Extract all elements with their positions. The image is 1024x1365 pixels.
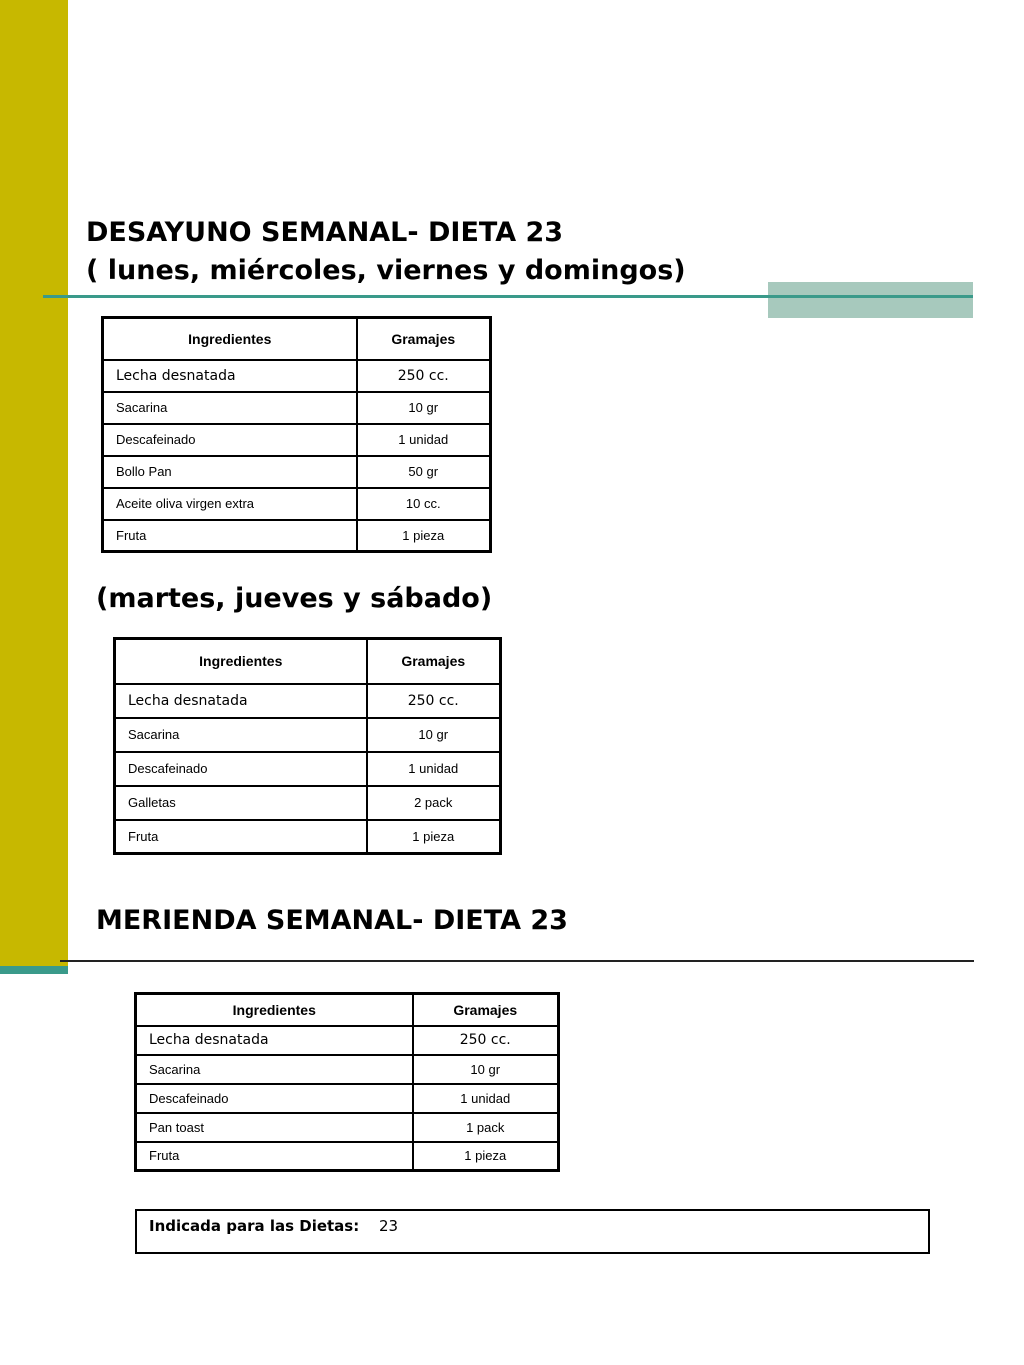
amount-cell: 1 unidad xyxy=(357,424,491,456)
amount-cell: 1 unidad xyxy=(413,1084,559,1113)
sidebar-stripe xyxy=(0,0,68,968)
amount-cell: 1 unidad xyxy=(367,752,501,786)
table-row xyxy=(115,820,501,854)
amount-cell: 50 gr xyxy=(357,456,491,488)
ingredient-cell: Descafeinado xyxy=(115,752,367,786)
amount-cell: 10 gr xyxy=(367,718,501,752)
diet-note-label: Indicada para las Dietas: xyxy=(149,1217,360,1235)
ingredients-header: Ingredientes xyxy=(103,318,357,360)
desayuno-title: DESAYUNO SEMANAL- DIETA 23 xyxy=(86,217,564,248)
desayuno-days-heading-2: (martes, jueves y sábado) xyxy=(96,583,493,614)
ingredient-cell: Sacarina xyxy=(115,718,367,752)
ingredient-cell: Fruta xyxy=(103,520,357,552)
table-row xyxy=(136,1055,559,1084)
table-row xyxy=(115,752,501,786)
section-divider xyxy=(60,960,974,962)
table-row xyxy=(103,392,491,424)
desayuno-table-2 xyxy=(113,637,502,855)
ingredient-cell: Sacarina xyxy=(103,392,357,424)
ingredient-cell: Pan toast xyxy=(136,1113,413,1142)
ingredient-cell: Lecha desnatada xyxy=(103,360,357,392)
table-header-row xyxy=(136,994,559,1026)
ingredient-cell: Lecha desnatada xyxy=(136,1026,413,1055)
merienda-title: MERIENDA SEMANAL- DIETA 23 xyxy=(96,905,568,936)
ingredient-cell: Descafeinado xyxy=(103,424,357,456)
table-header-row xyxy=(103,318,491,360)
amount-header: Gramajes xyxy=(357,318,491,360)
table-row xyxy=(115,684,501,718)
amount-cell: 1 pieza xyxy=(357,520,491,552)
table-row xyxy=(115,718,501,752)
amount-cell: 1 pieza xyxy=(413,1142,559,1171)
table-row xyxy=(115,786,501,820)
diet-note-value: 23 xyxy=(379,1217,399,1235)
ingredient-cell: Fruta xyxy=(136,1142,413,1171)
amount-cell: 2 pack xyxy=(367,786,501,820)
amount-cell: 10 cc. xyxy=(357,488,491,520)
table-row xyxy=(136,1113,559,1142)
table-row xyxy=(136,1084,559,1113)
table-header-row xyxy=(115,639,501,684)
ingredient-cell: Sacarina xyxy=(136,1055,413,1084)
table-row xyxy=(103,424,491,456)
amount-cell: 250 cc. xyxy=(357,360,491,392)
table-row xyxy=(136,1026,559,1055)
amount-cell: 1 pieza xyxy=(367,820,501,854)
merienda-table xyxy=(134,992,560,1172)
amount-cell: 250 cc. xyxy=(413,1026,559,1055)
ingredients-header: Ingredientes xyxy=(136,994,413,1026)
ingredient-cell: Lecha desnatada xyxy=(115,684,367,718)
ingredient-cell: Galletas xyxy=(115,786,367,820)
table-row xyxy=(103,520,491,552)
table-row xyxy=(103,456,491,488)
amount-cell: 10 gr xyxy=(357,392,491,424)
ingredient-cell: Descafeinado xyxy=(136,1084,413,1113)
table-row xyxy=(103,488,491,520)
table-row xyxy=(136,1142,559,1171)
ingredient-cell: Bollo Pan xyxy=(103,456,357,488)
desayuno-days-heading-1: ( lunes, miércoles, viernes y domingos) xyxy=(86,255,686,286)
table-row xyxy=(103,360,491,392)
amount-cell: 250 cc. xyxy=(367,684,501,718)
amount-header: Gramajes xyxy=(413,994,559,1026)
title-divider xyxy=(43,295,973,298)
ingredients-header: Ingredientes xyxy=(115,639,367,684)
sidebar-stripe-accent xyxy=(0,966,68,974)
amount-header: Gramajes xyxy=(367,639,501,684)
amount-cell: 1 pack xyxy=(413,1113,559,1142)
ingredient-cell: Fruta xyxy=(115,820,367,854)
diet-note-box xyxy=(135,1209,930,1254)
accent-block xyxy=(768,282,973,318)
amount-cell: 10 gr xyxy=(413,1055,559,1084)
desayuno-table-1 xyxy=(101,316,492,553)
ingredient-cell: Aceite oliva virgen extra xyxy=(103,488,357,520)
